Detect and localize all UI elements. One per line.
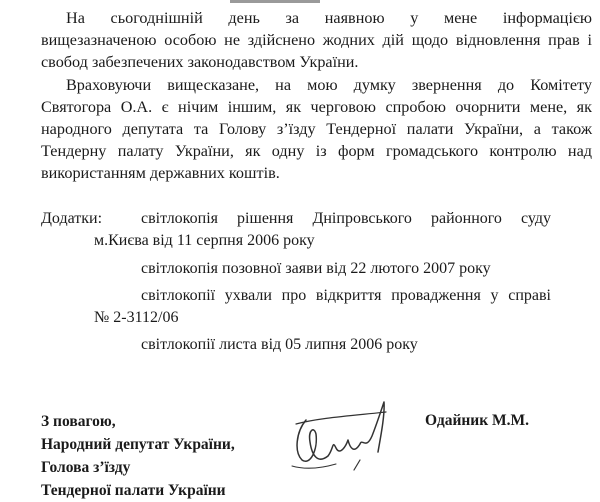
paragraph-2 xyxy=(41,74,592,184)
paragraph-1-line-2: вищезазначеною особою не здійснено жодних дій щодо відновлення прав і xyxy=(41,31,592,49)
attachment-4: світлокопії листа від 05 липня 2006 року xyxy=(141,336,418,353)
paragraph-2-line-2: Святогора О.А. є нічим іншим, як черговою спробою очорнити мене, як xyxy=(41,98,592,116)
signature-block-line-1: З повагою, xyxy=(41,413,116,430)
attachments-label: Додатки: xyxy=(41,210,103,227)
paragraph-2-line-3: народного депутата та Голову з’їзду Тендерної палати України, а також xyxy=(41,120,592,138)
paragraph-1-line-1: На сьогоднішній день за наявною у мене інформацією xyxy=(66,9,592,27)
top-stamp-fragment xyxy=(230,0,320,3)
paragraph-1 xyxy=(41,7,592,73)
attachment-3-line-1: світлокопії ухвали про відкриття провадження у справі xyxy=(141,287,551,304)
signature-block-line-2: Народний депутат України, xyxy=(41,436,235,453)
paragraph-2-line-1: Враховуючи вищесказане, на мою думку звернення до Комітету xyxy=(66,76,592,94)
attachment-3-line-2: № 2-3112/06 xyxy=(94,309,179,326)
attachment-1-line-2: м.Києва від 11 серпня 2006 року xyxy=(94,232,315,249)
attachment-2: світлокопія позовної заяви від 22 лютого 2007 року xyxy=(141,260,491,277)
signature-block-line-4: Тендерної палати України xyxy=(41,482,226,499)
paragraph-2-line-5: використанням державних коштів. xyxy=(41,164,280,182)
attachment-1-line-1: світлокопія рішення Дніпровського районного суду xyxy=(141,210,551,227)
paragraph-1-line-3: свобод забезпечених законодавством України. xyxy=(41,53,359,71)
signature-block-line-3: Голова з’їзду xyxy=(41,459,131,476)
handwritten-signature xyxy=(288,390,408,480)
paragraph-2-line-4: Тендерну палату України, як одну із форм громадського контролю над xyxy=(41,142,592,160)
signatory-name: Одайник М.М. xyxy=(425,412,530,429)
